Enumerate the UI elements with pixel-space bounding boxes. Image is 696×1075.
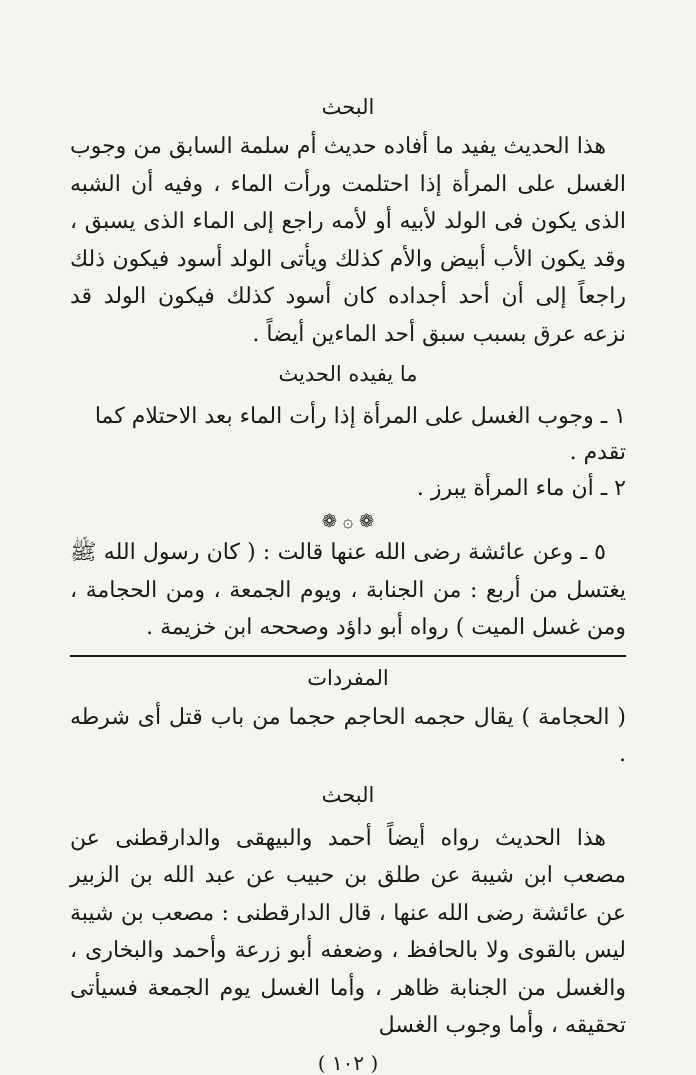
section-heading-discussion: البحث bbox=[321, 95, 375, 119]
benefit-item-1: ١ ـ وجوب الغسل على المرأة إذا رأت الماء بعد الاحتلام كما تقدم . bbox=[94, 404, 626, 465]
horizontal-rule bbox=[70, 655, 626, 657]
discussion-paragraph-2: هذا الحديث رواه أيضاً أحمد والبيهقى والدارقطنى عن مصعب ابن شيبة عن طلق بن حبيب عن عبد الله بن الزبير عن عائشة رضى الله عنها ، قال الدارقطنى : مصعب بن شيبة ليس بالقوى ولا بالحافظ ، وضعفه أبو زرعة وأحمد والبخارى ، والغسل من الجنابة ظاهر ، وأما الغسل يوم الجمعة فسيأتى تحقيقه ، وأما وجوب الغسل bbox=[70, 825, 626, 1038]
benefit-item-2: ٢ ـ أن ماء المرأة يبرز . bbox=[416, 476, 626, 501]
hadith-text: ٥ ـ وعن عائشة رضى الله عنها قالت : ( كان رسول الله ﷺ يغتسل من أربع : من الجنابة ، ويوم الجمعة ، ومن الحجامة ، ومن غسل الميت ) رواه أبو داؤد وصححه ابن خزيمة . bbox=[70, 540, 626, 640]
section-heading-benefits: ما يفيده الحديث bbox=[278, 362, 418, 386]
page-number: ( ١٠٢ ) bbox=[317, 1050, 379, 1075]
page-content bbox=[70, 92, 626, 1075]
section-heading-vocabulary: المفردات bbox=[307, 665, 389, 690]
ornament-divider: ❁ ۞ ❁ bbox=[321, 511, 375, 532]
vocabulary-text: ( الحجامة ) يقال حجمه الحاجم حجما من باب قتل أى شرطه . bbox=[70, 704, 626, 767]
section-heading-discussion-2: البحث bbox=[321, 782, 375, 807]
discussion-paragraph: هذا الحديث يفيد ما أفاده حديث أم سلمة السابق من وجوب الغسل على المرأة إذا احتلمت ورأت الماء ، وفيه أن الشبه الذى يكون فى الولد لأبيه أو لأمه راجع إلى الماء الذى يسبق ، وقد يكون الأب أبيض والأم كذلك ويأتى الولد أسود فيكون ذلك راجعاً إلى أن أحد أجداده كان أسود كذلك فيكون الولد قد نزعه عرق بسبب سبق أحد الماءين أيضاً . bbox=[70, 134, 626, 347]
